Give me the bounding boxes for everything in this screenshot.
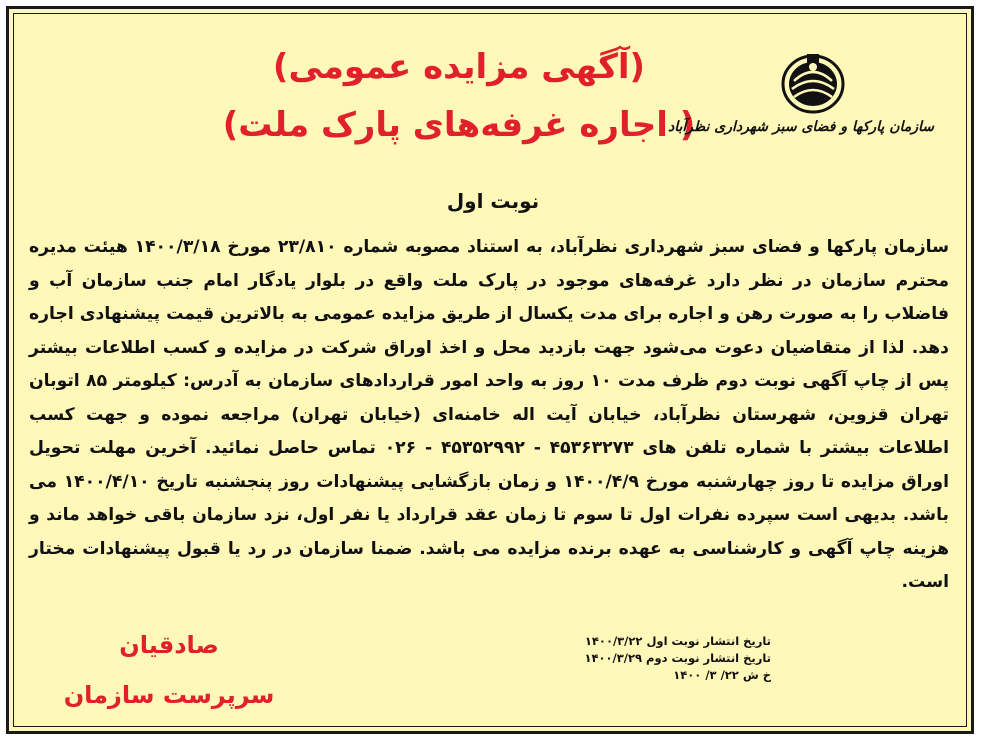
first-publication-date: تاریخ انتشار نوبت اول ۱۴۰۰/۳/۲۲ <box>584 634 771 648</box>
logo-caption: سازمان پارکها و فضای سبز شهرداری نظرآباد <box>668 119 934 135</box>
second-publication-date: تاریخ انتشار نوبت دوم ۱۴۰۰/۳/۲۹ <box>584 651 771 665</box>
notice-body: سازمان پارکها و فضای سبز شهرداری نظرآباد، به استناد مصوبه شماره ۲۳/۸۱۰ مورخ ۱۴۰۰/۳/۱۸ هیئت مدیره محترم سازمان در نظر دارد غرفه‌های موجود در پارک ملت واقع در بلوار یادگار امام جنب سازمان آب و فاضلاب را به صورت رهن و اجاره برای مدت یکسال از طریق مزایده عمومی به بالاترین قیمت پیشنهادی اجاره دهد. لذا از متقاضیان دعوت می‌شود جهت بازدید محل و اخذ اوراق شرکت در مزایده و کسب اطلاعات بیشتر پس از چاپ آگهی نوبت دوم ظرف مدت ۱۰ روز به واحد امور قراردادهای سازمان به آدرس: کیلومتر ۸۵ اتوبان تهران قزوین، شهرستان نظرآباد، خیابان آیت اله خامنه‌ای (خیابان تهران) مراجعه نموده و جهت کسب اطلاعات بیشتر با شماره تلفن های ۴۵۳۶۳۲۷۳ - ۴۵۳۵۲۹۹۲ - ۰۲۶ تماس حاصل نمائید. آخرین مهلت تحویل اوراق مزایده تا روز چهارشنبه مورخ ۱۴۰۰/۴/۹ و زمان بازگشایی پیشنهادات روز پنجشنبه تاریخ ۱۴۰۰/۴/۱۰ می باشد. بدیهی است سپرده نفرات اول تا سوم تا زمان عقد قرارداد یا نفر اول، نزد سازمان باقی خواهد ماند و هزینه چاپ آگهی و کارشناسی به عهده برنده مزایده می باشد. ضمنا سازمان در رد یا قبول پیشنهادات مختار است. <box>29 237 949 592</box>
signatory-title: سرپرست سازمان <box>63 681 275 709</box>
notice-title: (آگهی مزایده عمومی) <box>272 47 646 87</box>
notice-subtitle: ( اجاره غرفه‌های پارک ملت) <box>222 105 696 145</box>
publication-dates <box>584 633 771 684</box>
publication-code: خ ش ۲۲/ ۳/ ۱۴۰۰ <box>673 668 771 682</box>
round-label: نوبت اول <box>446 189 540 213</box>
municipality-emblem-icon <box>780 51 846 115</box>
organization-logo <box>668 47 934 167</box>
signatory-name: صادقیان <box>119 631 219 659</box>
auction-notice <box>6 6 974 734</box>
